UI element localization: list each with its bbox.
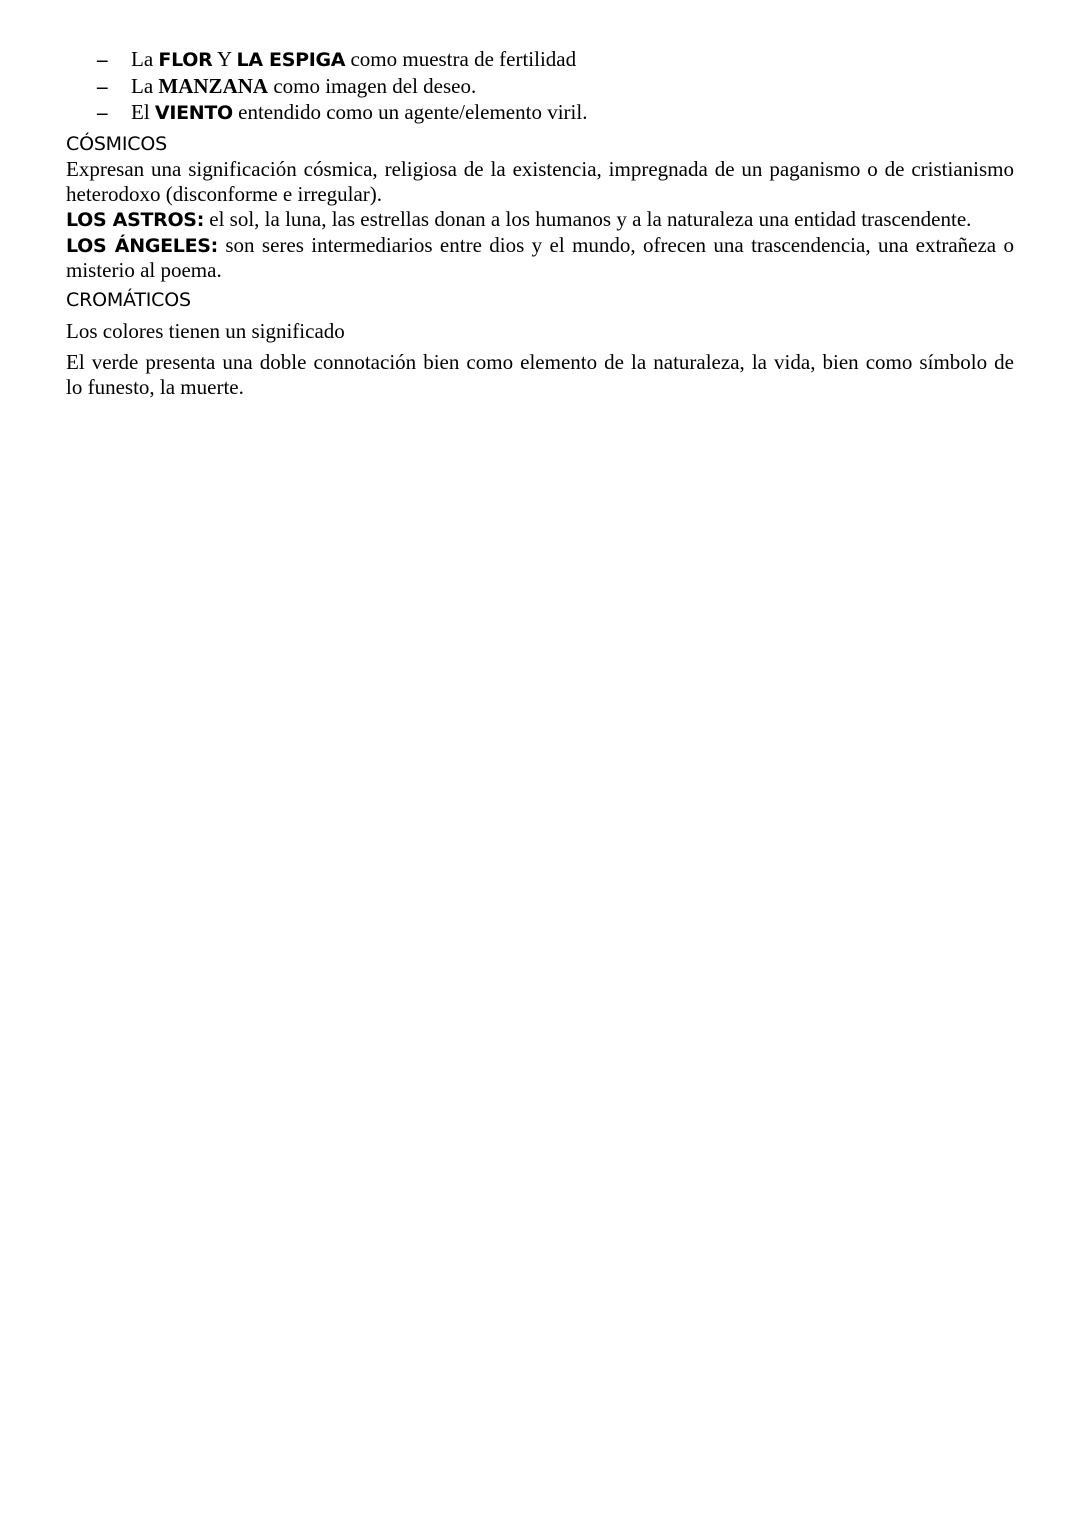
bold-term-viento: VIENTO xyxy=(154,102,233,124)
bullet-dash: – xyxy=(97,47,108,71)
cromaticos-intro-paragraph xyxy=(66,319,1014,344)
paragraph-line: lo funesto, la muerte. xyxy=(66,374,244,399)
list-item-prefix: La xyxy=(131,47,159,71)
paragraph-line: Expresan una significación cósmica, religiosa de la existencia, impregnada de un paganismo o de cristianismo xyxy=(66,157,1014,181)
verde-paragraph-end xyxy=(66,375,1014,400)
angeles-paragraph xyxy=(66,233,1014,259)
list-item-prefix: El xyxy=(131,100,155,124)
paragraph-line: heterodoxo (disconforme e irregular). xyxy=(66,181,383,206)
bullet-dash: – xyxy=(97,100,108,124)
list-item-description: como muestra de fertilidad xyxy=(345,47,577,71)
paragraph-line xyxy=(66,207,1014,233)
list-item xyxy=(97,46,997,73)
astros-paragraph xyxy=(66,207,1014,233)
angeles-paragraph-end xyxy=(66,258,1014,283)
list-item-text xyxy=(131,73,476,100)
paragraph-line: Los colores tienen un significado xyxy=(66,319,345,343)
bold-term-manzana: MANZANA xyxy=(158,73,269,98)
list-item xyxy=(97,73,997,100)
angeles-text: son seres intermediarios entre dios y el mundo, ofrecen una trascendencia, una extrañeza o xyxy=(217,233,1014,257)
list-item-text xyxy=(131,99,587,127)
list-item-text xyxy=(131,46,576,74)
cosmicos-intro-paragraph-end xyxy=(66,182,1014,207)
list-item-prefix: La xyxy=(131,73,159,98)
bold-term-la-espiga: LA ESPIGA xyxy=(236,49,346,71)
paragraph-line: El verde presenta una doble connotación bien como elemento de la naturaleza, la vida, bien como símbolo de xyxy=(66,350,1014,374)
angeles-label: LOS ÁNGELES: xyxy=(66,235,218,257)
paragraph-line: misterio al poema. xyxy=(66,257,222,282)
section-heading-cosmicos: CÓSMICOS xyxy=(66,133,167,155)
symbol-list xyxy=(97,46,997,126)
bold-term-flor: FLOR xyxy=(158,49,213,71)
verde-paragraph xyxy=(66,350,1014,375)
list-item xyxy=(97,99,997,126)
bullet-dash: – xyxy=(97,73,108,98)
astros-text: el sol, la luna, las estrellas donan a los humanos y a la naturaleza una entidad trascendente. xyxy=(204,207,972,231)
list-item-description: entendido como un agente/elemento viril. xyxy=(232,100,588,124)
cosmicos-intro-paragraph xyxy=(66,157,1014,182)
astros-label: LOS ASTROS: xyxy=(66,209,204,231)
paragraph-line xyxy=(66,233,1014,259)
list-item-connector: Y xyxy=(212,47,237,71)
section-heading-cromaticos: CROMÁTICOS xyxy=(66,289,191,311)
list-item-description: como imagen del deseo. xyxy=(268,73,477,98)
